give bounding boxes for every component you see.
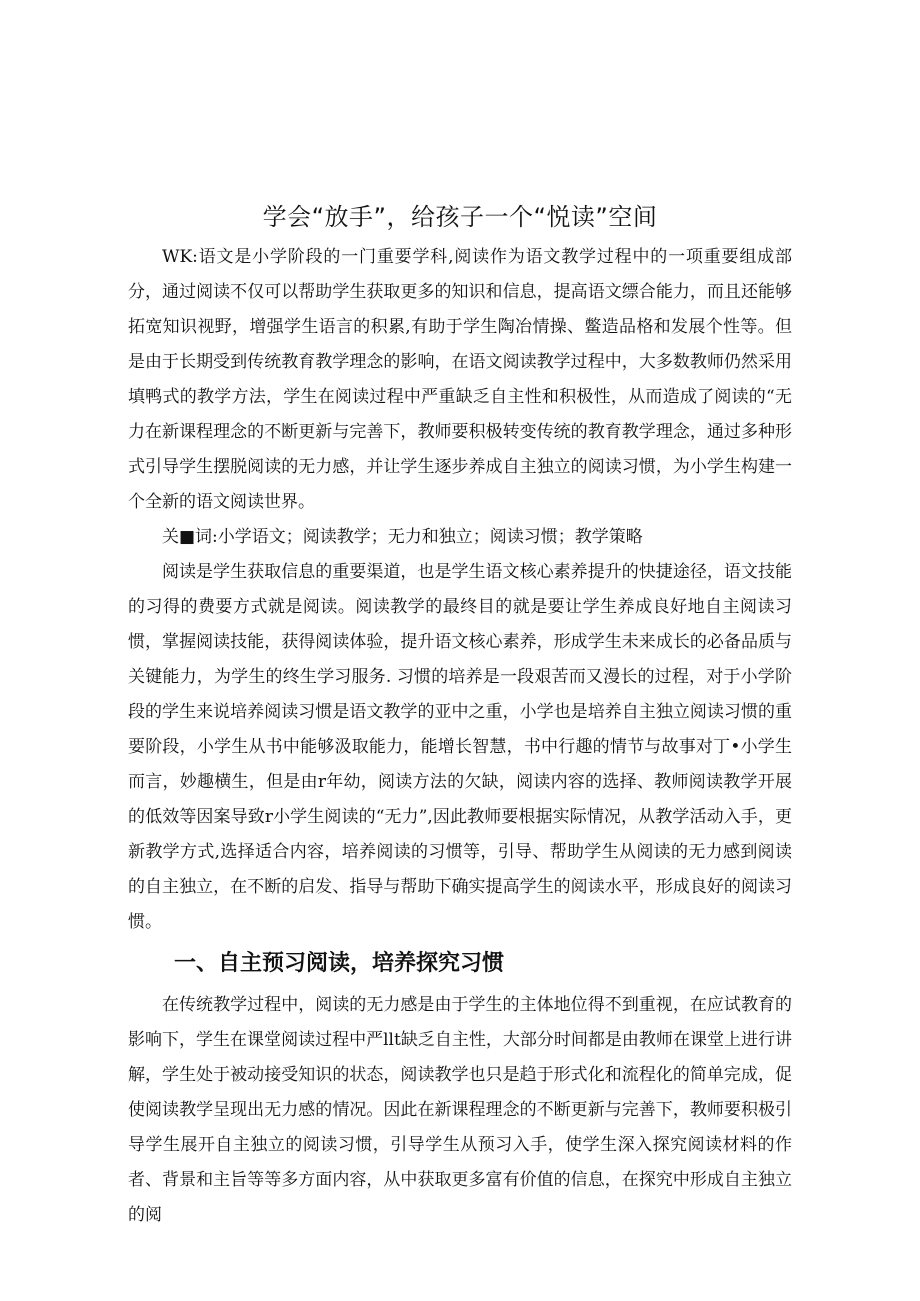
- document-body: [128, 198, 792, 1233]
- section-heading: 一、自主预习阅读，培养探究习惯: [174, 951, 505, 976]
- section-paragraph: 在传统教学过程中，阅读的无力感是由于学生的主体地位得不到重视，在应试教育的影响下，学生在课堂阅读过程中严llt缺乏自主性，大部分时间都是由教师在课堂上进行讲解，学生处于被动接受知识的状态，阅读教学也只是趋于形式化和流程化的简单完成，促使阅读教学呈现出无力感的情况。因此在新课程理念的不断更新与完善下，教师要积极引导学生展开自主独立的阅读习惯，引导学生从预习入手，使学生深入探究阅读材料的作者、背景和主旨等等多方面内容，从中获取更多富有价值的信息，在探究中形成自主独立的阅: [128, 995, 792, 1225]
- document-title: 学会“放手”，给孩子一个“悦读”空间: [262, 203, 658, 231]
- abstract-paragraph: WK:语文是小学阶段的一门重要学科,阅读作为语文教学过程中的一项重要组成部分，通过阅读不仅可以帮助学生获取更多的知识和信息，提高语文缥合能力，而且还能够拓宽知识视野，增强学生语言的积累,有助于学生陶冶情操、鳖造品格和发展个性等。但是由于长期受到传统教育教学理念的影响，在语文阅读教学过程中，大多数教师仍然采用填鸭式的教学方法，学生在阅读过程中严重缺乏自主性和积极性，从而造成了阅读的“无力在新课程理念的不断更新与完善下，教师要积极转变传统的教育教学理念，通过多种形式引导学生摆脱阅读的无力感，并让学生逐步养成自主独立的阅读习惯，为小学生构建一个全新的语文阅读世界。: [128, 247, 792, 512]
- intro-paragraph: 阅读是学生获取信息的重要渠道，也是学生语文核心素养提升的快捷途径，语文技能的习得的费要方式就是阅读。阅读教学的最终目的就是要让学生养成良好地自主阅读习惯，掌握阅读技能，获得阅读体验，提升语文核心素养，形成学生未来成长的必备品质与关键能力，为学生的终生学习服务. 习惯的培养是一段艰苦而又漫长的过程，对于小学阶段的学生来说培养阅读习惯是语文教学的亚中之重，小学也是培养自主独立阅读习惯的重要阶段，小学生从书中能够汲取能力，能增长智慧，书中行趣的情节与故事对丁•小学生而言，妙趣横生，但是由r年幼，阅读方法的欠缺，阅读内容的选择、教师阅读教学开展的低效等因案导致r小学生阅读的“无力”,因此教师要根据实际情况，从教学活动入手，更新教学方式,选择适合内容，培养阅读的习惯等，引导、帮助学生从阅读的无力感到阅读的自主独立，在不断的启发、指导与帮助下确实提高学生的阅读水平，形成良好的阅读习惯。: [128, 562, 792, 932]
- keywords-line: 关■词:小学语文；阅读教学；无力和独立；阅读习惯；教学策略: [162, 527, 643, 547]
